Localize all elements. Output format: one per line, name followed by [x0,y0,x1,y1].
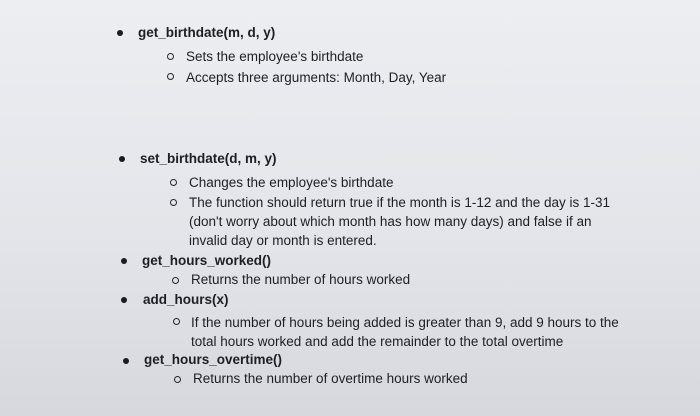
method-description: Sets the employee's birthdate [186,49,364,64]
method-description: Returns the number of hours worked [191,272,411,287]
method-heading: add_hours(x) [143,292,229,307]
sub-bullet-point [167,73,174,80]
bullet-point [123,358,129,364]
method-description-continued: invalid day or month is entered. [189,233,377,248]
method-description: Accepts three arguments: Month, Day, Year [186,70,447,85]
bullet-point [121,297,127,303]
bullet-point [119,156,125,162]
bullet-point [117,30,123,36]
method-description-continued: (don't worry about which month has how many days) and false if an [189,214,592,229]
method-heading: set_birthdate(d, m, y) [140,151,277,166]
method-description-continued: total hours worked and add the remainder to the total overtime [191,334,564,349]
method-description: Changes the employee's birthdate [189,175,394,190]
sub-bullet-point [167,53,174,60]
bullet-point [121,258,127,264]
method-heading: get_hours_worked() [142,253,272,268]
sub-bullet-point [173,318,180,325]
sub-bullet-point [170,199,177,206]
sub-bullet-point [172,277,179,284]
method-description: If the number of hours being added is greater than 9, add 9 hours to the [191,315,619,330]
sub-bullet-point [174,376,181,383]
method-description: Returns the number of overtime hours worked [193,371,468,386]
method-heading: get_hours_overtime() [144,352,283,367]
method-heading: get_birthdate(m, d, y) [138,25,276,40]
sub-bullet-point [170,179,177,186]
method-description: The function should return true if the month is 1-12 and the day is 1-31 [189,195,610,210]
